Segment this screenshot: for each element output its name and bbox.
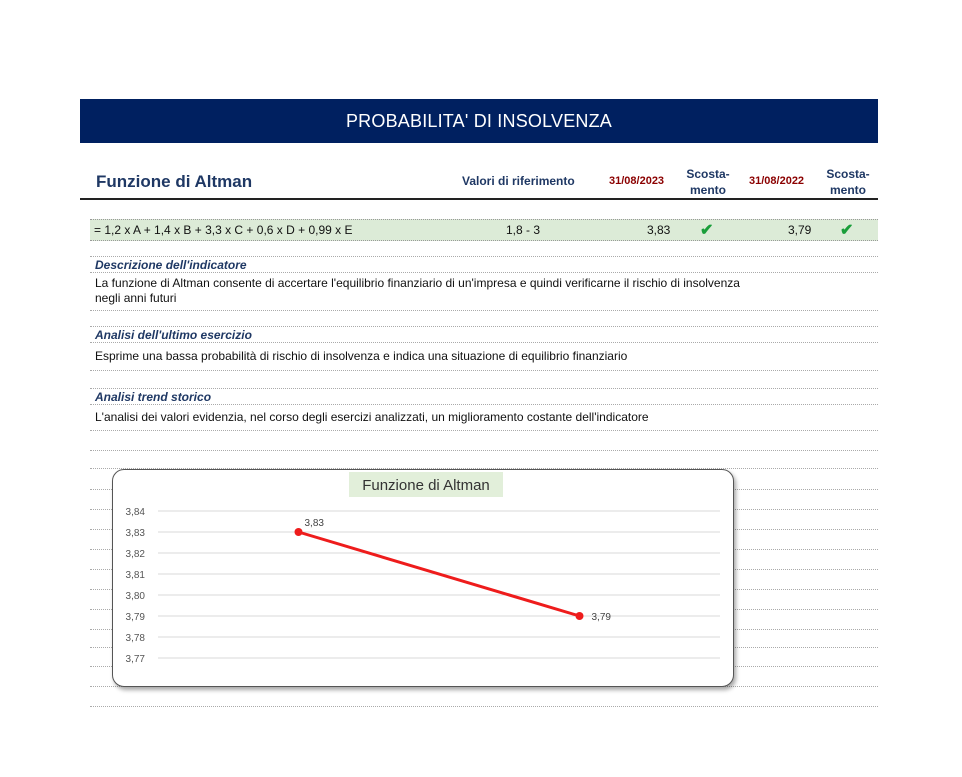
divider (90, 272, 878, 273)
page-banner (80, 99, 878, 143)
divider (90, 326, 878, 327)
date-header-2023: 31/08/2023 (609, 175, 665, 187)
value-2023-cell: 3,83 (647, 223, 671, 237)
y-tick-label: 3,81 (125, 570, 145, 581)
y-tick-label: 3,79 (125, 612, 145, 623)
section-heading-description: Descrizione dell'indicatore (95, 258, 247, 272)
y-tick-label: 3,80 (125, 591, 145, 602)
check-icon: ✔ (700, 222, 714, 239)
reference-values-header: Valori di riferimento (462, 174, 575, 188)
divider (90, 256, 878, 257)
banner-title: PROBABILITA' DI INSOLVENZA (345, 110, 613, 131)
divider (90, 404, 878, 405)
y-tick-label: 3,77 (125, 654, 145, 665)
indicator-title: Funzione di Altman (96, 172, 253, 191)
divider (90, 430, 878, 431)
section-heading-last-year: Analisi dell'ultimo esercizio (95, 328, 252, 342)
deviation-header-2023: Scosta- mento (686, 167, 730, 197)
formula-cell: = 1,2 x A + 1,4 x B + 3,3 x C + 0,6 x D + 0,99 x E (94, 223, 353, 237)
value-2022-cell: 3,79 (788, 223, 812, 237)
y-tick-label: 3,82 (125, 549, 145, 560)
chart-canvas (113, 470, 733, 686)
data-label: 3,79 (591, 612, 611, 623)
y-tick-label: 3,78 (125, 633, 145, 644)
date-header-2022: 31/08/2022 (749, 175, 805, 187)
indicator-header (80, 160, 878, 200)
divider (90, 310, 878, 311)
section-text-description: La funzione di Altman consente di accertare l'equilibrio finanziario di un'impresa e quindi verificarne il rischio di insolvenza negli anni futuri (95, 276, 740, 305)
data-point (295, 528, 303, 536)
y-tick-label: 3,83 (125, 528, 145, 539)
divider (90, 388, 878, 389)
data-point (576, 612, 584, 620)
data-label: 3,83 (304, 518, 324, 529)
chart-title: Funzione di Altman (362, 477, 490, 494)
divider (90, 342, 878, 343)
section-heading-trend: Analisi trend storico (95, 390, 212, 404)
indicator-row (90, 219, 878, 241)
y-tick-label: 3,84 (125, 507, 145, 518)
check-icon: ✔ (840, 222, 854, 239)
reference-cell: 1,8 - 3 (506, 223, 541, 237)
deviation-header-2022: Scosta- mento (826, 167, 870, 197)
section-text-trend: L'analisi dei valori evidenzia, nel corso degli esercizi analizzati, un miglioramento costante dell'indicatore (95, 410, 649, 424)
divider (90, 370, 878, 371)
section-text-last-year: Esprime una bassa probabilità di rischio di insolvenza e indica una situazione di equilibrio finanziario (95, 349, 628, 363)
divider (90, 706, 878, 707)
altman-chart (112, 469, 734, 687)
divider (90, 450, 878, 451)
